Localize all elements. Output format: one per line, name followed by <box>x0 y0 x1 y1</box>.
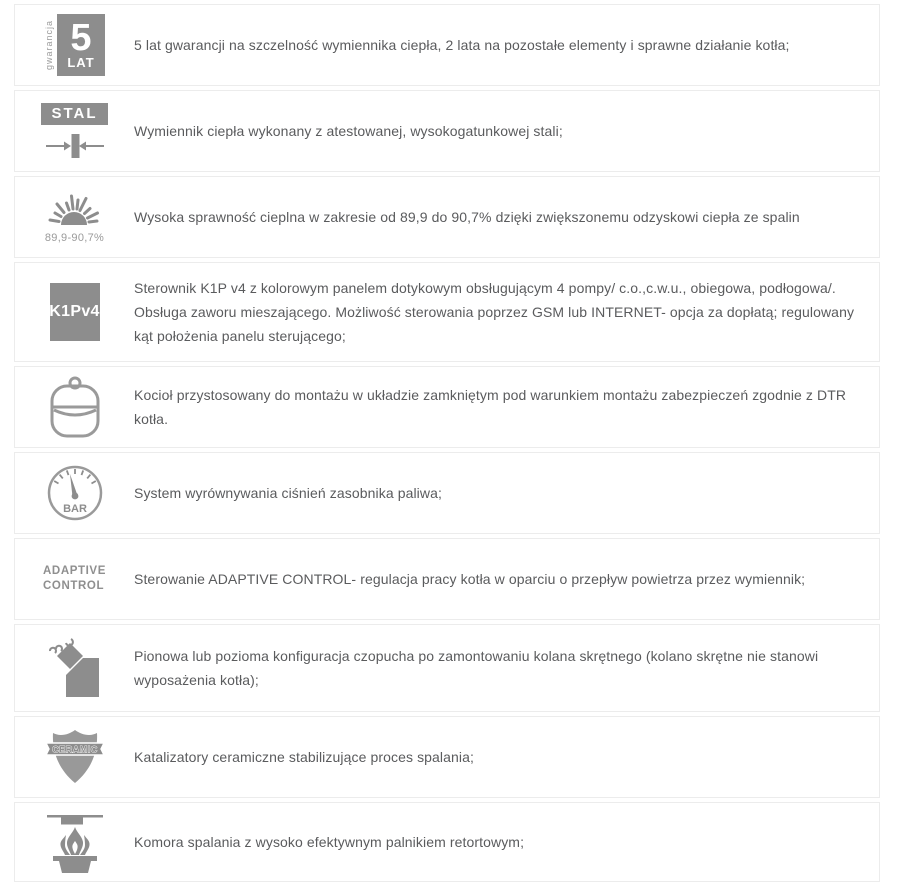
feature-row-pressure <box>14 452 880 534</box>
feature-text: Komora spalania z wysoko efektywnym palnikiem retortowym; <box>134 834 525 850</box>
controller-badge: K1Pv4 <box>50 283 100 341</box>
warranty-unit: LAT <box>67 54 95 70</box>
burner-flame-icon <box>43 811 107 873</box>
steel-icon <box>15 99 134 163</box>
warranty-5-lat-icon <box>15 13 134 77</box>
feature-row-steel <box>14 90 880 172</box>
warranty-badge <box>57 14 105 76</box>
ceramic-banner-label: CERAMIC <box>51 744 98 755</box>
feature-row-adaptive-control <box>14 538 880 620</box>
feature-text: 5 lat gwarancji na szczelność wymiennika ciepła, 2 lata na pozostałe elementy i sprawne działanie kotła; <box>134 37 790 53</box>
ceramic-shield-icon <box>15 725 134 789</box>
sun-icon <box>46 190 102 228</box>
feature-row-burner <box>14 802 880 882</box>
vessel-icon <box>47 375 103 439</box>
gauge-icon <box>46 464 104 522</box>
feature-row-efficiency <box>14 176 880 258</box>
feature-list <box>14 4 880 882</box>
feature-text: Sterowanie ADAPTIVE CONTROL- regulacja pracy kotła w oparciu o przepływ powietrza przez wymiennik; <box>134 571 806 587</box>
controller-k1pv4-icon <box>15 271 134 353</box>
feature-text: Sterownik K1P v4 z kolorowym panelem dotykowym obsługującym 4 pompy/ c.o.,c.w.u., obiegowa, podłogowa/. Obsługa zaworu mieszającego. Możliwość sterowania poprzez GSM lub INTERNET- opcja za dopłatą; regulowany kąt położenia panelu sterującego; <box>134 280 855 344</box>
adaptive-label-line1: ADAPTIVE <box>43 565 106 577</box>
expansion-vessel-icon <box>15 375 134 439</box>
feature-row-warranty <box>14 4 880 86</box>
flue-elbow-icon <box>15 633 134 703</box>
feature-text: Kocioł przystosowany do montażu w układzie zamkniętym pod warunkiem montażu zabezpieczeń zgodnie z DTR kotła. <box>134 387 847 427</box>
feature-row-flue <box>14 624 880 712</box>
efficiency-sun-icon <box>15 185 134 249</box>
feature-text: Katalizatory ceramiczne stabilizujące proces spalania; <box>134 749 475 765</box>
adaptive-label-line2: CONTROL <box>43 580 105 592</box>
pressure-gauge-icon <box>15 461 134 525</box>
chimney-icon <box>46 636 104 700</box>
feature-text: Pionowa lub pozioma konfiguracja czopucha po zamontowaniu kolana skrętnego (kolano skrętne nie stanowi wyposażenia kotła); <box>134 648 819 688</box>
adaptive-control-icon <box>15 547 134 611</box>
efficiency-range-label: 89,9-90,7% <box>44 232 105 244</box>
steel-badge: STAL <box>41 103 107 125</box>
feature-text: System wyrównywania ciśnień zasobnika paliwa; <box>134 485 442 501</box>
shield-icon <box>44 727 106 787</box>
feature-row-controller <box>14 262 880 362</box>
feature-text: Wymiennik ciepła wykonany z atestowanej, wysokogatunkowej stali; <box>134 123 563 139</box>
gauge-bar-label: BAR <box>62 503 87 515</box>
retort-burner-icon <box>15 811 134 873</box>
feature-text: Wysoka sprawność cieplna w zakresie od 89,9 do 90,7% dzięki zwiększonemu odzyskowi ciepła ze spalin <box>134 209 800 225</box>
warranty-vertical-label: gwarancja <box>44 19 54 71</box>
feature-row-closed-system <box>14 366 880 448</box>
feature-row-ceramic <box>14 716 880 798</box>
warranty-number: 5 <box>70 16 92 59</box>
steel-compress-arrows-icon <box>44 132 106 160</box>
